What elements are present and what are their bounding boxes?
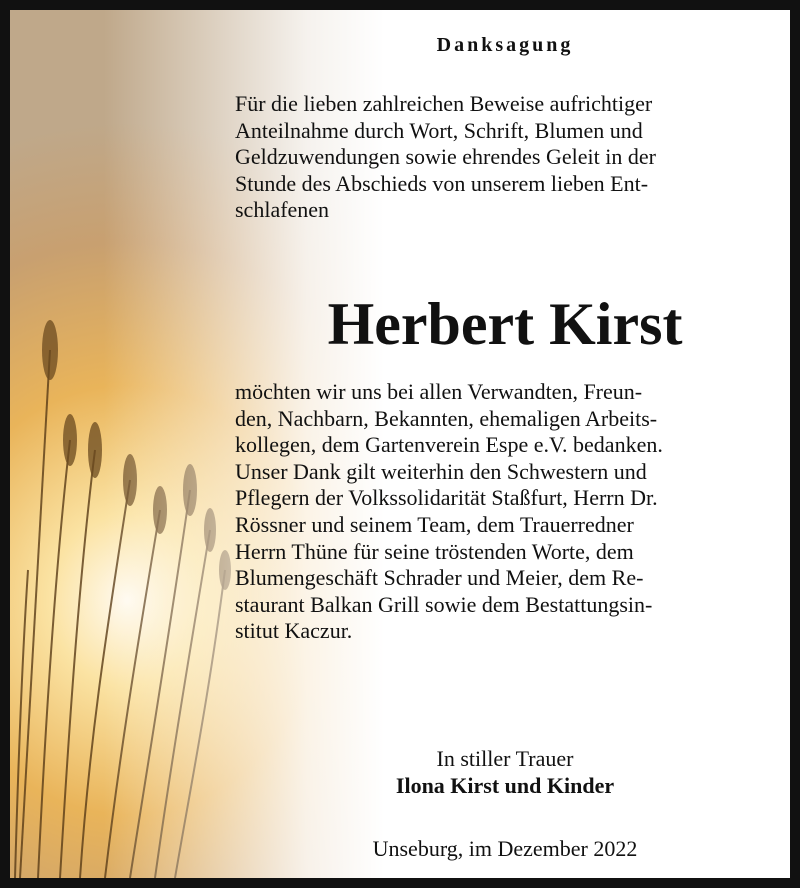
intro-line: Geldzuwendungen sowie ehrendes Geleit in der xyxy=(235,144,656,170)
place-date: Unseburg, im Dezember 2022 xyxy=(372,836,638,861)
body-line: stitut Kaczur. xyxy=(235,618,353,644)
deceased-name: Herbert Kirst xyxy=(327,291,683,357)
body-line: staurant Balkan Grill sowie dem Bestattungsin- xyxy=(235,591,653,617)
thanks-paragraph xyxy=(235,379,775,645)
body-line: kollegen, dem Gartenverein Espe e.V. bedanken. xyxy=(235,432,663,458)
intro-line: Stunde des Abschieds von unserem lieben Ent- xyxy=(235,170,649,196)
body-line: Blumengeschäft Schrader und Meier, dem Re- xyxy=(235,565,644,591)
body-line: den, Nachbarn, Bekannten, ehemaligen Arbeits- xyxy=(235,405,658,431)
body-line: Rössner und seinem Team, dem Trauerredner xyxy=(235,511,634,537)
body-line: Pflegern der Volkssolidarität Staßfurt, Herrn Dr. xyxy=(235,485,658,511)
signature: Ilona Kirst und Kinder xyxy=(395,773,615,798)
body-line: möchten wir uns bei allen Verwandten, Freun- xyxy=(235,379,643,404)
intro-line: Anteilnahme durch Wort, Schrift, Blumen und xyxy=(235,117,643,143)
intro-paragraph xyxy=(235,91,775,224)
intro-line: Für die lieben zahlreichen Beweise aufrichtiger xyxy=(235,91,653,116)
notice-heading: Danksagung xyxy=(436,34,574,56)
body-line: Unser Dank gilt weiterhin den Schwestern und xyxy=(235,458,647,484)
intro-line: schlafenen xyxy=(235,197,330,223)
body-line: Herrn Thüne für seine tröstenden Worte, dem xyxy=(235,538,634,564)
closing-phrase: In stiller Trauer xyxy=(436,746,574,771)
